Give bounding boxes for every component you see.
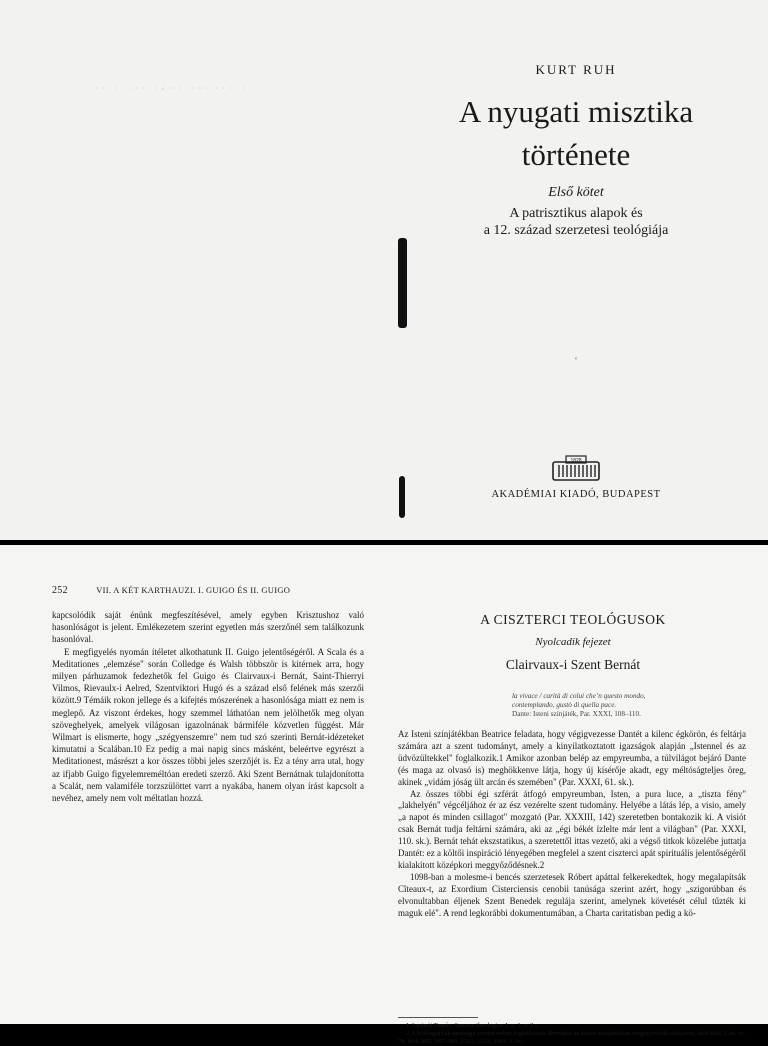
chapter-body bbox=[398, 729, 746, 920]
epigraph-source: Dante: Isteni színjáték, Par. XXXI, 108–110. bbox=[512, 710, 641, 718]
body-paragraph: 1098-ban a molesme-i bencés szerzetesek Róbert apáttal felkerekedtek, hogy megalapítsák Cîteaux-t, az Exordium Cisterciensis cenobii tanúsága szerint azért, hogy „szigorúbban és elvonultabban éljenek Szent Benedek regulája szerint, amelynek követését célul tűzték ki maguk elé". A rend legkorábbi dokumentumában, a Charta caritatisban pedig a kö- bbox=[398, 871, 746, 918]
book-title-line: története bbox=[521, 137, 631, 172]
book-subtitle bbox=[384, 205, 768, 239]
subtitle-line: a 12. század szerzetesi teológiája bbox=[483, 223, 669, 238]
footnotes bbox=[398, 1022, 746, 1046]
running-header bbox=[52, 585, 362, 596]
publisher-name: AKADÉMIAI KIADÓ, BUDAPEST bbox=[491, 489, 661, 500]
body-paragraph: E megfigyelés nyomán ítéletet alkothatunk II. Guigo jelentőségéről. A Scala és a Meditationes „elemzése" során Colledge és Walsh többször is kitérnek arra, hogy milyen párhuzamok fedezhetők fel Guigo és Clairvaux-i Bernát, Saint-Thierryi Vilmos, Rievaulx-i Aelred, Szentviktori Hugó és a század első felének más szerzői között.9 Témáik rokon jellege és a kifejtés mószerének a hasonlósága miatt ez nem is meglepő. Az viszont érdekes, hogy szemmel láthatóan nem jelölhetők meg olyan szöveghelyek, amelyek világosan igazolnának bármiféle közvetlen függést. Már Wilmart is elismerte, hogy „szégyenszemre" nem tud szó szerinti Bernát-idézeteket kimutatni a Scalában.10 Ez pedig a mai napig sincs másként, beleértve egyrészt a Meditationest, másrészt a kor összes többi jeles szerzőjét is. Ez a tény arra utal, hogy az ifjabb Guigo figyelemreméltóan eredeti szerző. Aki Szent Bernátnak tulajdonította a Scalát, nem valamiféle torzszülöttet varrt a nyakába, hanem olyan írást kapcsolt a nevéhez, amely nem volt méltatlan hozzá. bbox=[52, 646, 364, 804]
page-252-body bbox=[52, 609, 364, 804]
epigraph bbox=[512, 692, 744, 719]
logo-year: 1828 bbox=[570, 458, 582, 464]
body-paragraph: kapcsolódik saját énünk megfeszítésével, amely egyben Krisztushoz való hasonlóságot is jelent. Emlékezetem szerint egyetlen más szerzőnél sem találkozunk hasonlóval. bbox=[52, 610, 364, 645]
epigraph-line: contemplando, gustò di quella pace. bbox=[512, 701, 617, 709]
gutter-shadow bbox=[398, 238, 407, 328]
footnote: 1 Aquinói Tamás: Summa theologiae I, q. 1, a. 2 c. bbox=[406, 1022, 540, 1029]
print-mark: ‘ bbox=[574, 356, 578, 367]
publisher-logo bbox=[552, 455, 600, 481]
faint-bleed-text: · · · · · · · · · · ‹ ·· · · · · ·· · · · · · bbox=[95, 84, 246, 93]
footnote: 2 A bibliográfiák tanúsága szerint sokan foglalkoztak Bernáttal az Isteni színjátékban megrajzolódó alakjával; lásd Bibl. Cist. nr. 74, 804, 805, 987–989, 1163, 1223, 1664. E be- bbox=[398, 1030, 745, 1045]
volume-label: Első kötet bbox=[548, 185, 604, 200]
book-title-line: A nyugati misztika bbox=[458, 94, 694, 129]
body-paragraph: Az Isteni színjátékban Beatrice feladata, hogy végigvezesse Dantét a kilenc égkörön, és feltárja számára azt a szent tudományt, amely a kinyilatkoztatott igazságok alapján „Istennel és az üdvözültekkel" foglalkozik.1 Amikor azonban belép az empyreumba, a túlvilágot bejáró Dante (és maga az olvasó is) meghökkenve látja, hogy új kísérője akadt, egy méltóságteljes öreg, akinek „vidám jóság ült arcán és szemében" (Par. XXXI, 61. sk.). bbox=[398, 729, 746, 787]
footnote-rule bbox=[398, 1017, 478, 1018]
chapter-title: Clairvaux-i Szent Bernát bbox=[505, 657, 641, 672]
subtitle-line: A patrisztikus alapok és bbox=[509, 206, 643, 221]
chapter-label: Nyolcadik fejezet bbox=[535, 636, 611, 648]
author-name: KURT RUH bbox=[535, 62, 617, 77]
epigraph-line: la vivace / carità di colui che’n questo mondo, bbox=[512, 692, 646, 700]
book-title bbox=[384, 90, 768, 176]
page-number: 252 bbox=[52, 585, 68, 596]
section-heading: A CISZTERCI TEOLÓGUSOK bbox=[480, 612, 666, 627]
body-paragraph: Az összes többi égi szférát átfogó empyreumban, Isten, a pura luce, a „tiszta fény" „lakhelyén" végcéljához ér az ész vezérelte szent tudomány. Helyébe a látás lép, a visio, amely „a napot és minden csillagot" mozgató (Par. XXXIII, 142) szeretetben bontakozik ki. A visiót csak Bernát tudja feltárni számára, aki az „égi békét ízlelte már lent a világban" (Par. XXXI, 110. sk.). Bernát tehát ekszstatikus, a szeretettől ittas vezető, aki a végső titkok közelébe juttatja Dantét: ez a költői inspiráció lényegében megfelel a szent ciszterci apát spirituális jelentőségéről kialakított középkori meggyőződésnek.2 bbox=[398, 788, 746, 870]
running-head-text: VII. A KÉT KARTHAUZI. I. GUIGO ÉS II. GUIGO bbox=[96, 585, 291, 595]
